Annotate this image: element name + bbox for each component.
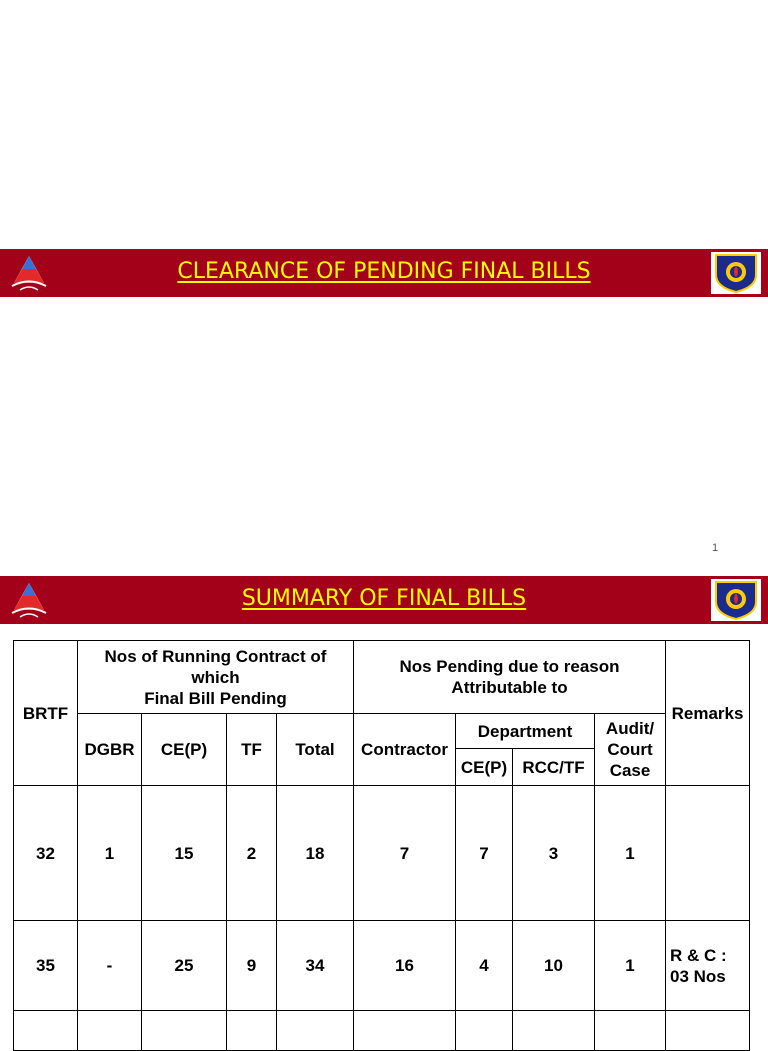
cell-dept-cep: 7 bbox=[456, 786, 513, 921]
cell-dept-rcctf bbox=[513, 1011, 595, 1051]
header-dept-cep: CE(P) bbox=[456, 749, 513, 786]
cell-tf: 9 bbox=[227, 921, 277, 1011]
cell-dgbr: - bbox=[78, 921, 142, 1011]
header-cep: CE(P) bbox=[142, 714, 227, 786]
header-dgbr: DGBR bbox=[78, 714, 142, 786]
cell-remarks bbox=[666, 786, 750, 921]
header-department: Department bbox=[456, 714, 595, 749]
header-tf: TF bbox=[227, 714, 277, 786]
shield-emblem-icon bbox=[710, 578, 762, 622]
slide2-banner bbox=[0, 576, 768, 624]
slide2-title: SUMMARY OF FINAL BILLS bbox=[241, 586, 527, 611]
cell-audit bbox=[595, 1011, 666, 1051]
page-number: 1 bbox=[712, 542, 719, 554]
header-audit-line2: Court bbox=[607, 740, 653, 759]
cell-dept-rcctf: 3 bbox=[513, 786, 595, 921]
header-row-2 bbox=[14, 714, 750, 749]
cell-dept-cep: 4 bbox=[456, 921, 513, 1011]
cell-cep bbox=[142, 1011, 227, 1051]
cell-contractor: 16 bbox=[354, 921, 456, 1011]
header-dept-rcctf: RCC/TF bbox=[513, 749, 595, 786]
cell-dept-rcctf: 10 bbox=[513, 921, 595, 1011]
cell-tf bbox=[227, 1011, 277, 1051]
cell-cep: 25 bbox=[142, 921, 227, 1011]
cell-brtf: 35 bbox=[14, 921, 78, 1011]
cell-contractor bbox=[354, 1011, 456, 1051]
cell-audit: 1 bbox=[595, 921, 666, 1011]
header-total: Total bbox=[277, 714, 354, 786]
header-running-line1: Nos of Running Contract of which bbox=[104, 646, 327, 687]
cell-remarks-line1: R & C : bbox=[670, 945, 727, 965]
cell-cep: 15 bbox=[142, 786, 227, 921]
cell-total: 34 bbox=[277, 921, 354, 1011]
header-audit-line3: Case bbox=[609, 761, 651, 780]
cell-dept-cep bbox=[456, 1011, 513, 1051]
cell-contractor: 7 bbox=[354, 786, 456, 921]
table-row bbox=[14, 786, 750, 921]
header-audit-court-case bbox=[595, 714, 666, 786]
cell-brtf: 32 bbox=[14, 786, 78, 921]
header-audit-line1: Audit/ bbox=[605, 719, 655, 738]
header-running-line2: Final Bill Pending bbox=[144, 688, 287, 708]
slide1-banner bbox=[0, 249, 768, 297]
cell-tf: 2 bbox=[227, 786, 277, 921]
cell-total bbox=[277, 1011, 354, 1051]
header-remarks: Remarks bbox=[666, 641, 750, 786]
header-contractor: Contractor bbox=[354, 714, 456, 786]
shield-emblem-icon bbox=[710, 251, 762, 295]
table-row bbox=[14, 921, 750, 1011]
header-brtf: BRTF bbox=[14, 641, 78, 786]
cell-dgbr: 1 bbox=[78, 786, 142, 921]
cell-audit: 1 bbox=[595, 786, 666, 921]
header-pending-reason: Nos Pending due to reason Attributable to bbox=[354, 641, 666, 714]
header-row-1 bbox=[14, 641, 750, 714]
cell-total: 18 bbox=[277, 786, 354, 921]
cell-brtf bbox=[14, 1011, 78, 1051]
cell-dgbr bbox=[78, 1011, 142, 1051]
cell-remarks bbox=[666, 921, 750, 1011]
header-running-contract bbox=[78, 641, 354, 714]
table-row bbox=[14, 1011, 750, 1051]
cell-remarks-line2: 03 Nos bbox=[670, 966, 726, 986]
slide1-title: CLEARANCE OF PENDING FINAL BILLS bbox=[177, 259, 591, 284]
cell-remarks bbox=[666, 1011, 750, 1051]
summary-table bbox=[13, 640, 750, 1051]
